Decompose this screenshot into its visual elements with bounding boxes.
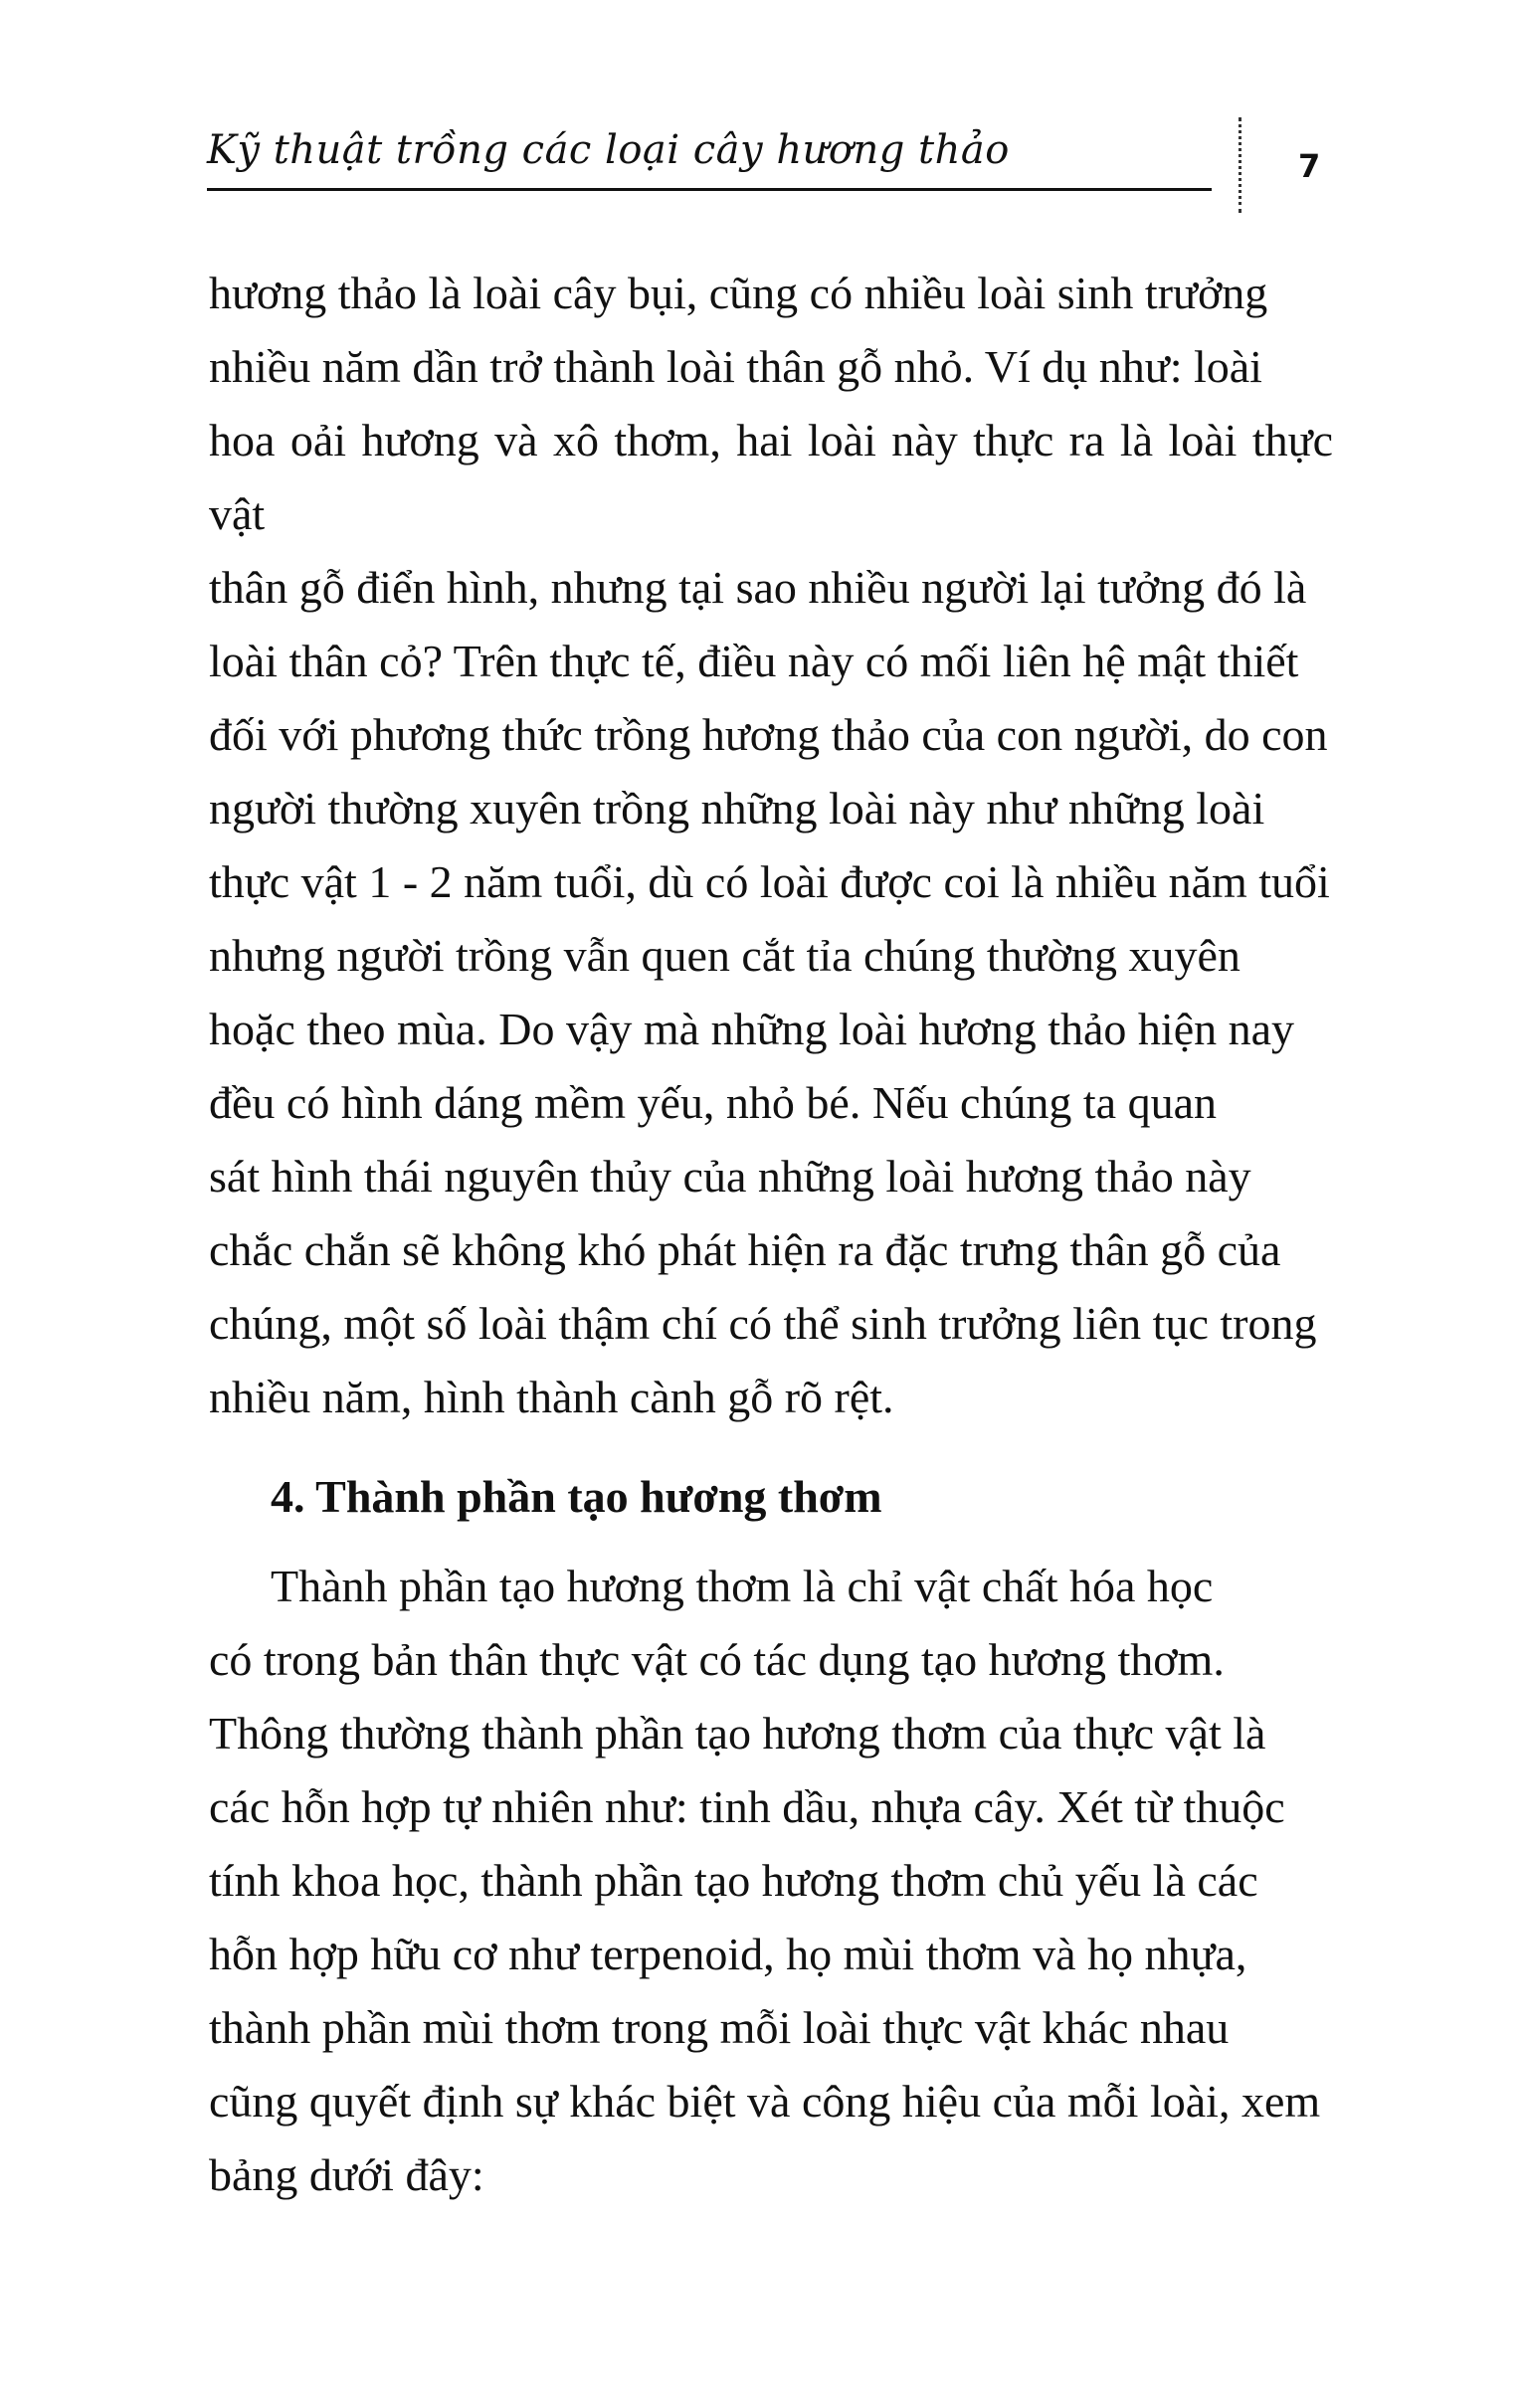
running-title: Kỹ thuật trồng các loại cây hương thảo [207, 127, 1010, 173]
page-header [0, 0, 1527, 229]
paragraph-continued: hương thảo là loài cây bụi, cũng có nhiều loài sinh trưởng nhiều năm dần trở thành loài thân gỗ nhỏ. Ví dụ như: loài hoa oải hương và xô thơm, hai loài này thực ra là loài thực vật thân gỗ điển hình, nhưng tại sao nhiều người lại tưởng đó là loài thân cỏ? Trên thực tế, điều này có mối liên hệ mật thiết đối với phương thức trồng hương thảo của con người, do con người thường xuyên trồng những loài này như những loài thực vật 1 - 2 năm tuổi, dù có loài được coi là nhiều năm tuổi nhưng người trồng vẫn quen cắt tỉa chúng thường xuyên hoặc theo mùa. Do vậy mà những loài hương thảo hiện nay đều có hình dáng mềm yếu, nhỏ bé. Nếu chúng ta quan sát hình thái nguyên thủy của những loài hương thảo này chắc chắn sẽ không khó phát hiện ra đặc trưng thân gỗ của chúng, một số loài thậm chí có thể sinh trưởng liên tục trong nhiều năm, hình thành cành gỗ rõ rệt. [209, 268, 1333, 1422]
page-body [209, 257, 1333, 2212]
paragraph-aroma-components: Thành phần tạo hương thơm là chỉ vật chất hóa học có trong bản thân thực vật có tác dụng tạo hương thơm. Thông thường thành phần tạo hương thơm của thực vật là các hỗn hợp tự nhiên như: tinh dầu, nhựa cây. Xét từ thuộc tính khoa học, thành phần tạo hương thơm chủ yếu là các hỗn hợp hữu cơ như terpenoid, họ mùi thơm và họ nhựa, thành phần mùi thơm trong mỗi loài thực vật khác nhau cũng quyết định sự khác biệt và công hiệu của mỗi loài, xem bảng dưới đây: [209, 1561, 1321, 2200]
header-rule [207, 188, 1212, 191]
header-divider [1239, 117, 1241, 213]
page-number: 7 [1298, 147, 1321, 185]
section-heading: 4. Thành phần tạo hương thơm [271, 1471, 882, 1522]
